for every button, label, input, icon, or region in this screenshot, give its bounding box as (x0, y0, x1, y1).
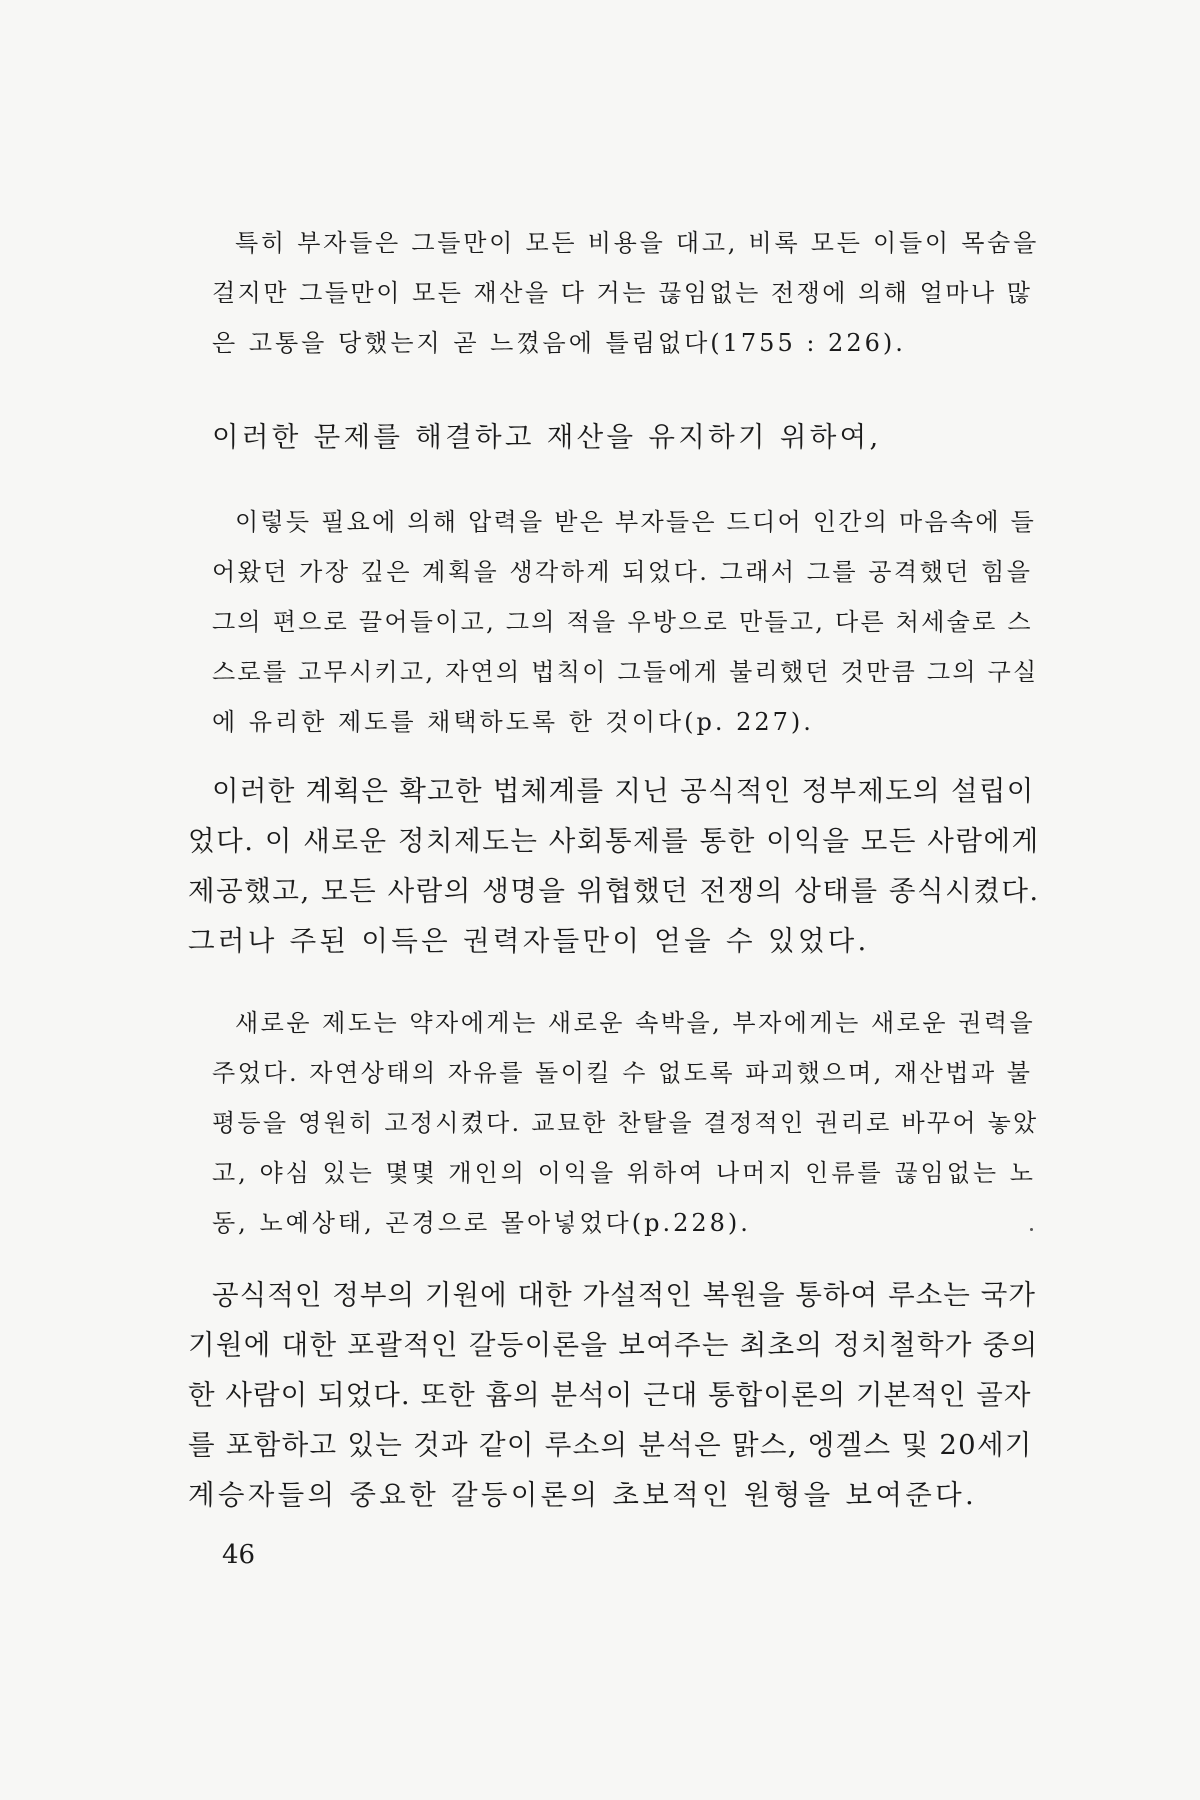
text-line: 기원에 대한 포괄적인 갈등이론을 보여주는 최초의 정치철학가 중의 (188, 1329, 1039, 1361)
text-line: 특히 부자들은 그들만이 모든 비용을 대고, 비록 모든 이들이 목숨을 (235, 229, 1040, 257)
text-line: 공식적인 정부의 기원에 대한 가설적인 복원을 통하여 루소는 국가 (212, 1279, 1036, 1311)
text-line: 이러한 계획은 확고한 법체계를 지닌 공식적인 정부제도의 설립이 (212, 775, 1035, 807)
text-line: 은 고통을 당했는지 곧 느꼈음에 틀림없다(1755 : 226). (212, 329, 906, 357)
text-line: 에 유리한 제도를 채택하도록 한 것이다(p. 227). (212, 708, 814, 736)
text-line: 스로를 고무시키고, 자연의 법칙이 그들에게 불리했던 것만큼 그의 구실 (212, 658, 1039, 686)
text-line: 그의 편으로 끌어들이고, 그의 적을 우방으로 만들고, 다른 처세술로 스 (212, 608, 1033, 636)
text-line: 그러나 주된 이득은 권력자들만이 얻을 수 있었다. (188, 925, 870, 957)
text-line: 평등을 영원히 고정시켰다. 교묘한 찬탈을 결정적인 권리로 바꾸어 놓았 (212, 1109, 1039, 1137)
page-number: 46 (222, 1540, 256, 1570)
text-line: 새로운 제도는 약자에게는 새로운 속박을, 부자에게는 새로운 권력을 (235, 1009, 1036, 1037)
text-line: 제공했고, 모든 사람의 생명을 위협했던 전쟁의 상태를 종식시켰다. (188, 875, 1040, 907)
scan-speck (1030, 1228, 1033, 1231)
text-line: 주었다. 자연상태의 자유를 돌이킬 수 없도록 파괴했으며, 재산법과 불 (212, 1059, 1033, 1087)
text-line: 었다. 이 새로운 정치제도는 사회통제를 통한 이익을 모든 사람에게 (188, 825, 1040, 857)
text-line: 이렇듯 필요에 의해 압력을 받은 부자들은 드디어 인간의 마음속에 들 (235, 508, 1037, 536)
text-line: 어왔던 가장 깊은 계획을 생각하게 되었다. 그래서 그를 공격했던 힘을 (212, 558, 1033, 586)
text-line: 를 포함하고 있는 것과 같이 루소의 분석은 맑스, 엥겔스 및 20세기 (188, 1429, 1033, 1461)
text-line: 고, 야심 있는 몇몇 개인의 이익을 위하여 나머지 인류를 끊임없는 노 (212, 1159, 1036, 1187)
text-line: 계승자들의 중요한 갈등이론의 초보적인 원형을 보여준다. (188, 1479, 978, 1511)
text-line: 동, 노예상태, 곤경으로 몰아넣었다(p.228). (212, 1209, 751, 1237)
text-line: 걸지만 그들만이 모든 재산을 다 거는 끊임없는 전쟁에 의해 얼마나 많 (212, 279, 1033, 307)
text-line: 이러한 문제를 해결하고 재산을 유지하기 위하여, (212, 421, 882, 453)
text-line: 한 사람이 되었다. 또한 흄의 분석이 근대 통합이론의 기본적인 골자 (188, 1379, 1032, 1411)
